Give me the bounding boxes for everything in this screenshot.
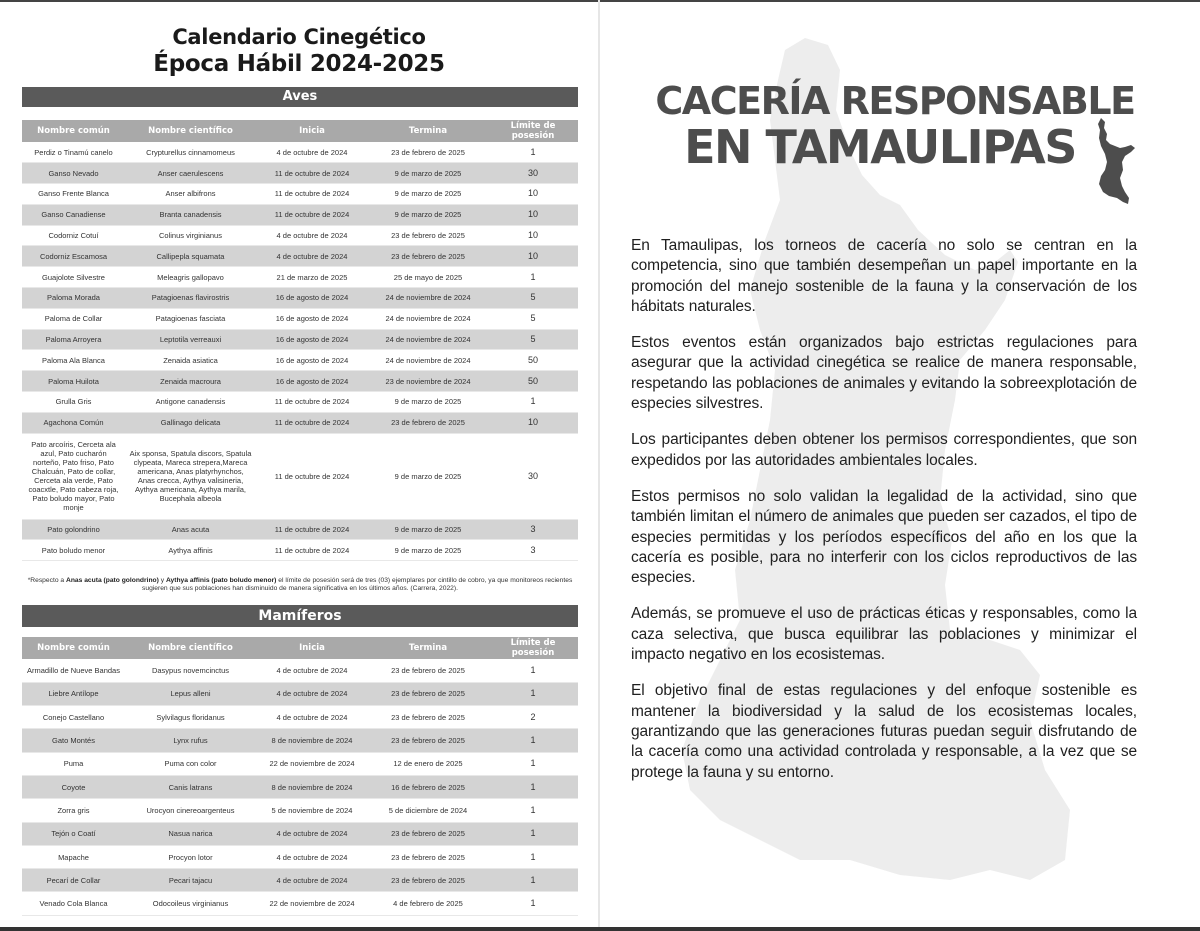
cell-comun: Liebre Antílope [22, 682, 125, 705]
cell-limite: 1 [488, 682, 578, 705]
cell-inicia: 8 de noviembre de 2024 [256, 775, 368, 798]
cell-termina: 23 de febrero de 2025 [368, 822, 488, 845]
col-header-termina: Termina [368, 637, 488, 659]
cell-limite: 1 [488, 142, 578, 163]
paragraph: Estos permisos no solo validan la legalidad de la actividad, sino que también limitan el número de animales que pueden ser cazados, el tipo de especies permitidas y los períodos específicos del año en los que la cacería es posible, para no interferir con los ciclos reproductivos de las especies. [631, 487, 1137, 587]
cell-cientifico: Nasua narica [125, 822, 256, 845]
table-row [22, 412, 578, 433]
col-header-nombre-comun: Nombre común [22, 637, 125, 659]
table-row [22, 225, 578, 246]
cell-comun: Grulla Gris [22, 392, 125, 413]
cell-inicia: 4 de octubre de 2024 [256, 142, 368, 163]
cell-cientifico: Meleagris gallopavo [125, 267, 256, 288]
mamiferos-table [22, 637, 578, 916]
cell-cientifico: Antigone canadensis [125, 392, 256, 413]
cell-cientifico: Sylvilagus floridanus [125, 706, 256, 729]
cell-inicia: 16 de agosto de 2024 [256, 288, 368, 309]
aves-table [22, 120, 578, 561]
table-row [22, 752, 578, 775]
mamiferos-table-body [22, 659, 578, 915]
right-page-responsible-hunting [600, 0, 1200, 931]
cell-comun: Pato boludo menor [22, 540, 125, 561]
cell-inicia: 22 de noviembre de 2024 [256, 752, 368, 775]
table-row [22, 288, 578, 309]
cell-comun: Tejón o Coatí [22, 822, 125, 845]
paragraph: Además, se promueve el uso de prácticas éticas y responsables, como la caza selectiva, que busca equilibrar las poblaciones y minimizar el impacto negativo en los ecosistemas. [631, 605, 1137, 664]
cell-inicia: 16 de agosto de 2024 [256, 308, 368, 329]
cell-cientifico: Zenaida asiatica [125, 350, 256, 371]
cell-limite: 30 [488, 433, 578, 519]
cell-inicia: 5 de noviembre de 2024 [256, 799, 368, 822]
cell-termina: 9 de marzo de 2025 [368, 184, 488, 205]
cell-limite: 1 [488, 845, 578, 868]
cell-inicia: 4 de octubre de 2024 [256, 659, 368, 682]
cell-termina: 9 de marzo de 2025 [368, 540, 488, 561]
cell-inicia: 4 de octubre de 2024 [256, 845, 368, 868]
cell-inicia: 16 de agosto de 2024 [256, 329, 368, 350]
cell-limite: 3 [488, 519, 578, 540]
cell-inicia: 11 de octubre de 2024 [256, 204, 368, 225]
tamaulipas-state-map-icon [1095, 118, 1137, 206]
cell-termina: 9 de marzo de 2025 [368, 433, 488, 519]
cell-termina: 5 de diciembre de 2024 [368, 799, 488, 822]
cell-limite: 10 [488, 246, 578, 267]
col-header-limite: Límite de posesión [488, 120, 578, 142]
cell-comun: Gato Montés [22, 729, 125, 752]
cell-limite: 2 [488, 706, 578, 729]
cell-cientifico: Puma con color [125, 752, 256, 775]
col-header-nombre-cientifico: Nombre científico [125, 120, 256, 142]
cell-comun: Ganso Nevado [22, 163, 125, 184]
cell-inicia: 16 de agosto de 2024 [256, 371, 368, 392]
cell-cientifico: Pecari tajacu [125, 869, 256, 892]
headline [630, 80, 1160, 172]
col-header-nombre-cientifico: Nombre científico [125, 637, 256, 659]
col-header-inicia: Inicia [256, 120, 368, 142]
cell-limite: 30 [488, 163, 578, 184]
table-row [22, 799, 578, 822]
cell-cientifico: Crypturellus cinnamomeus [125, 142, 256, 163]
cell-comun: Ganso Frente Blanca [22, 184, 125, 205]
table-row [22, 267, 578, 288]
cell-termina: 25 de mayo de 2025 [368, 267, 488, 288]
cell-comun: Mapache [22, 845, 125, 868]
table-row [22, 184, 578, 205]
aves-table-body [22, 142, 578, 561]
cell-limite: 1 [488, 752, 578, 775]
paragraph: El objetivo final de estas regulaciones y del enfoque sostenible es mantener la biodiversidad y la salud de los ecosistemas locales, garantizando que las generaciones futuras puedan seguir disfrutando de la cacería como una actividad controlada y responsable, a la vez que se protege la fauna y su entorno. [631, 682, 1137, 781]
cell-limite: 5 [488, 288, 578, 309]
cell-termina: 9 de marzo de 2025 [368, 204, 488, 225]
cell-comun: Coyote [22, 775, 125, 798]
cell-comun: Pecarí de Collar [22, 869, 125, 892]
cell-limite: 5 [488, 329, 578, 350]
cell-limite: 1 [488, 392, 578, 413]
cell-inicia: 11 de octubre de 2024 [256, 163, 368, 184]
cell-cientifico: Urocyon cinereoargenteus [125, 799, 256, 822]
cell-inicia: 4 de octubre de 2024 [256, 706, 368, 729]
cell-limite: 50 [488, 350, 578, 371]
cell-termina: 24 de noviembre de 2024 [368, 308, 488, 329]
col-header-termina: Termina [368, 120, 488, 142]
cell-cientifico: Dasypus novemcinctus [125, 659, 256, 682]
cell-limite: 10 [488, 204, 578, 225]
cell-limite: 10 [488, 225, 578, 246]
cell-cientifico: Anser albifrons [125, 184, 256, 205]
table-row [22, 204, 578, 225]
cell-termina: 23 de febrero de 2025 [368, 246, 488, 267]
cell-inicia: 11 de octubre de 2024 [256, 412, 368, 433]
cell-limite: 1 [488, 799, 578, 822]
cell-cientifico: Patagioenas fasciata [125, 308, 256, 329]
table-row [22, 246, 578, 267]
table-row [22, 433, 578, 519]
cell-comun: Paloma Huilota [22, 371, 125, 392]
cell-cientifico: Lepus alleni [125, 682, 256, 705]
table-row [22, 822, 578, 845]
cell-termina: 23 de febrero de 2025 [368, 682, 488, 705]
table-row [22, 371, 578, 392]
footnote-species-1: Anas acuta (pato golondrino) [65, 577, 159, 584]
cell-limite: 3 [488, 540, 578, 561]
cell-limite: 10 [488, 412, 578, 433]
cell-termina: 16 de febrero de 2025 [368, 775, 488, 798]
table-row [22, 729, 578, 752]
cell-cientifico: Patagioenas flavirostris [125, 288, 256, 309]
cell-termina: 23 de febrero de 2025 [368, 845, 488, 868]
cell-limite: 1 [488, 822, 578, 845]
col-header-inicia: Inicia [256, 637, 368, 659]
cell-cientifico: Procyon lotor [125, 845, 256, 868]
table-row [22, 392, 578, 413]
page-bottom-border [0, 927, 1200, 931]
cell-termina: 24 de noviembre de 2024 [368, 288, 488, 309]
calendar-title-line2: Época Hábil 2024-2025 [153, 51, 445, 77]
cell-inicia: 11 de octubre de 2024 [256, 184, 368, 205]
cell-cientifico: Odocoileus virginianus [125, 892, 256, 915]
cell-termina: 23 de febrero de 2025 [368, 659, 488, 682]
cell-termina: 23 de febrero de 2025 [368, 412, 488, 433]
cell-inicia: 21 de marzo de 2025 [256, 267, 368, 288]
cell-comun: Conejo Castellano [22, 706, 125, 729]
paragraph: En Tamaulipas, los torneos de cacería no solo se centran en la competencia, sino que también desempeñan un papel importante en la promoción del manejo sostenible de la fauna y la conservación de los hábitats naturales. [631, 237, 1137, 315]
cell-cientifico: Canis latrans [125, 775, 256, 798]
table-row [22, 329, 578, 350]
table-row [22, 682, 578, 705]
cell-inicia: 11 de octubre de 2024 [256, 540, 368, 561]
cell-limite: 1 [488, 869, 578, 892]
cell-inicia: 8 de noviembre de 2024 [256, 729, 368, 752]
cell-comun: Paloma Morada [22, 288, 125, 309]
table-row [22, 892, 578, 915]
cell-inicia: 4 de octubre de 2024 [256, 225, 368, 246]
cell-termina: 23 de febrero de 2025 [368, 142, 488, 163]
cell-comun: Zorra gris [22, 799, 125, 822]
col-header-nombre-comun: Nombre común [22, 120, 125, 142]
cell-comun: Guajolote Silvestre [22, 267, 125, 288]
cell-limite: 10 [488, 184, 578, 205]
cell-comun: Puma [22, 752, 125, 775]
cell-inicia: 4 de octubre de 2024 [256, 822, 368, 845]
footnote-species-2: Aythya affinis (pato boludo menor) [165, 577, 277, 584]
cell-cientifico: Lynx rufus [125, 729, 256, 752]
table-header-row [22, 120, 578, 142]
table-row [22, 775, 578, 798]
table-row [22, 308, 578, 329]
left-page-hunting-calendar [0, 0, 598, 931]
cell-termina: 4 de febrero de 2025 [368, 892, 488, 915]
cell-limite: 5 [488, 308, 578, 329]
cell-limite: 1 [488, 659, 578, 682]
cell-comun: Perdiz o Tinamú canelo [22, 142, 125, 163]
table-row [22, 845, 578, 868]
cell-comun: Pato golondrino [22, 519, 125, 540]
cell-comun: Codorniz Cotuí [22, 225, 125, 246]
cell-termina: 23 de febrero de 2025 [368, 869, 488, 892]
cell-cientifico: Callipepla squamata [125, 246, 256, 267]
cell-comun: Paloma de Collar [22, 308, 125, 329]
cell-termina: 24 de noviembre de 2024 [368, 350, 488, 371]
cell-cientifico: Zenaida macroura [125, 371, 256, 392]
table-row [22, 142, 578, 163]
cell-comun: Paloma Ala Blanca [22, 350, 125, 371]
cell-limite: 1 [488, 729, 578, 752]
headline-line1: CACERÍA RESPONSABLE [655, 79, 1135, 123]
table-row [22, 519, 578, 540]
cell-inicia: 4 de octubre de 2024 [256, 869, 368, 892]
cell-termina: 24 de noviembre de 2024 [368, 329, 488, 350]
cell-inicia: 22 de noviembre de 2024 [256, 892, 368, 915]
footnote-suffix: el límite de posesión será de tres (03) ejemplares por cintillo de cobro, ya que monitoreos recientes sugieren que sus poblaciones han disminuido de manera significativa en los últimos años. (Carrera, 2022). [142, 577, 573, 592]
cell-cientifico: Anser caerulescens [125, 163, 256, 184]
calendar-title-line1: Calendario Cinegético [172, 25, 426, 49]
cell-inicia: 16 de agosto de 2024 [256, 350, 368, 371]
table-row [22, 706, 578, 729]
calendar-title [0, 24, 598, 78]
cell-limite: 50 [488, 371, 578, 392]
table-row [22, 540, 578, 561]
cell-termina: 23 de febrero de 2025 [368, 225, 488, 246]
cell-inicia: 4 de octubre de 2024 [256, 246, 368, 267]
cell-comun: Codorniz Escamosa [22, 246, 125, 267]
cell-cientifico: Anas acuta [125, 519, 256, 540]
cell-inicia: 11 de octubre de 2024 [256, 392, 368, 413]
cell-termina: 23 de febrero de 2025 [368, 729, 488, 752]
footnote-mid: y [158, 577, 166, 584]
cell-termina: 9 de marzo de 2025 [368, 392, 488, 413]
cell-limite: 1 [488, 775, 578, 798]
cell-termina: 23 de noviembre de 2024 [368, 371, 488, 392]
section-bar-aves: Aves [22, 87, 578, 107]
paragraph: Estos eventos están organizados bajo estrictas regulaciones para asegurar que la actividad cinegética se realice de manera responsable, respetando las poblaciones de animales y evitando la sobreexplotación de especies silvestres. [631, 334, 1137, 413]
headline-line2: EN TAMAULIPAS [684, 120, 1076, 174]
col-header-limite: Límite de posesión [488, 637, 578, 659]
article-body [631, 236, 1137, 799]
cell-cientifico: Branta canadensis [125, 204, 256, 225]
cell-termina: 23 de febrero de 2025 [368, 706, 488, 729]
cell-comun: Venado Cola Blanca [22, 892, 125, 915]
cell-inicia: 11 de octubre de 2024 [256, 433, 368, 519]
cell-limite: 1 [488, 892, 578, 915]
section-bar-mamiferos: Mamíferos [22, 605, 578, 627]
footnote-prefix: *Respecto a [27, 577, 66, 584]
cell-termina: 9 de marzo de 2025 [368, 163, 488, 184]
cell-comun: Pato arcoíris, Cerceta ala azul, Pato cucharón norteño, Pato friso, Pato Chalcuán, Pato de collar, Cerceta ala verde, Pato coacxtle, Pato cabeza roja, Pato boludo mayor, Pato monje [22, 433, 125, 519]
cell-comun: Ganso Canadiense [22, 204, 125, 225]
cell-cientifico: Colinus virginianus [125, 225, 256, 246]
table-row [22, 869, 578, 892]
table-row [22, 350, 578, 371]
table-header-row [22, 637, 578, 659]
cell-cientifico: Aix sponsa, Spatula discors, Spatula clypeata, Mareca strepera,Mareca americana, Anas platyrhynchos, Anas crecca, Aythya valisineria, Aythya americana, Aythya marila, Bucephala albeola [125, 433, 256, 519]
cell-comun: Armadillo de Nueve Bandas [22, 659, 125, 682]
table-row [22, 659, 578, 682]
cell-comun: Agachona Común [22, 412, 125, 433]
cell-inicia: 11 de octubre de 2024 [256, 519, 368, 540]
cell-cientifico: Aythya affinis [125, 540, 256, 561]
cell-limite: 1 [488, 267, 578, 288]
cell-inicia: 4 de octubre de 2024 [256, 682, 368, 705]
cell-cientifico: Gallinago delicata [125, 412, 256, 433]
cell-cientifico: Leptotila verreauxi [125, 329, 256, 350]
cell-comun: Paloma Arroyera [22, 329, 125, 350]
paragraph: Los participantes deben obtener los permisos correspondientes, que son expedidos por las autoridades ambientales locales. [631, 431, 1137, 469]
aves-footnote [22, 577, 578, 593]
cell-termina: 9 de marzo de 2025 [368, 519, 488, 540]
table-row [22, 163, 578, 184]
cell-termina: 12 de enero de 2025 [368, 752, 488, 775]
